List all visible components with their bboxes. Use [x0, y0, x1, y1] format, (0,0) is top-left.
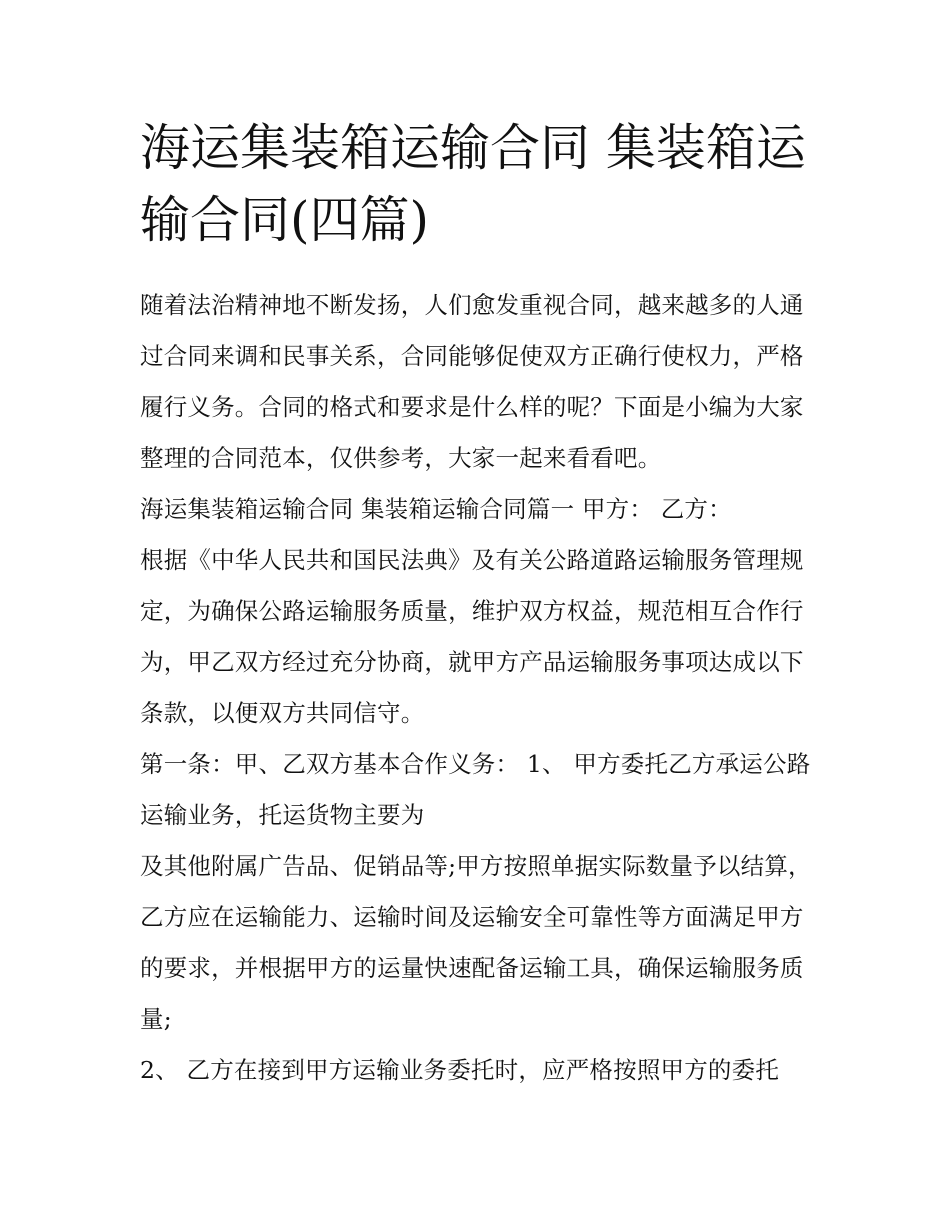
- document-body: [140, 280, 820, 1096]
- article-one-continued-paragraph: 及其他附属广告品、促销品等;甲方按照单据实际数量予以结算，乙方应在运输能力、运输时间及运输安全可靠性等方面满足甲方的要求，并根据甲方的运量快速配备运输工具，确保运输服务质量;: [140, 852, 812, 1033]
- article-one-paragraph: 第一条：甲、乙双方基本合作义务： 1、 甲方委托乙方承运公路运输业务，托运货物主要为: [140, 750, 811, 829]
- basis-paragraph: 根据《中华人民共和国民法典》及有关公路道路运输服务管理规定，为确保公路运输服务质量，维护双方权益，规范相互合作行为，甲乙双方经过充分协商，就甲方产品运输服务事项达成以下条款，以便双方共同信守。: [140, 546, 804, 727]
- contract-heading-line: 海运集装箱运输合同 集装箱运输合同篇一 甲方： 乙方：: [140, 495, 732, 523]
- clause-two-paragraph: 2、 乙方在接到甲方运输业务委托时，应严格按照甲方的委托: [140, 1056, 780, 1084]
- intro-paragraph: 随着法治精神地不断发扬，人们愈发重视合同，越来越多的人通过合同来调和民事关系，合同能够促使双方正确行使权力，严格履行义务。合同的格式和要求是什么样的呢？下面是小编为大家整理的合同范本，仅供参考，大家一起来看看吧。: [140, 291, 804, 472]
- document-title: 海运集装箱运输合同 集装箱运输合同(四篇): [140, 119, 806, 249]
